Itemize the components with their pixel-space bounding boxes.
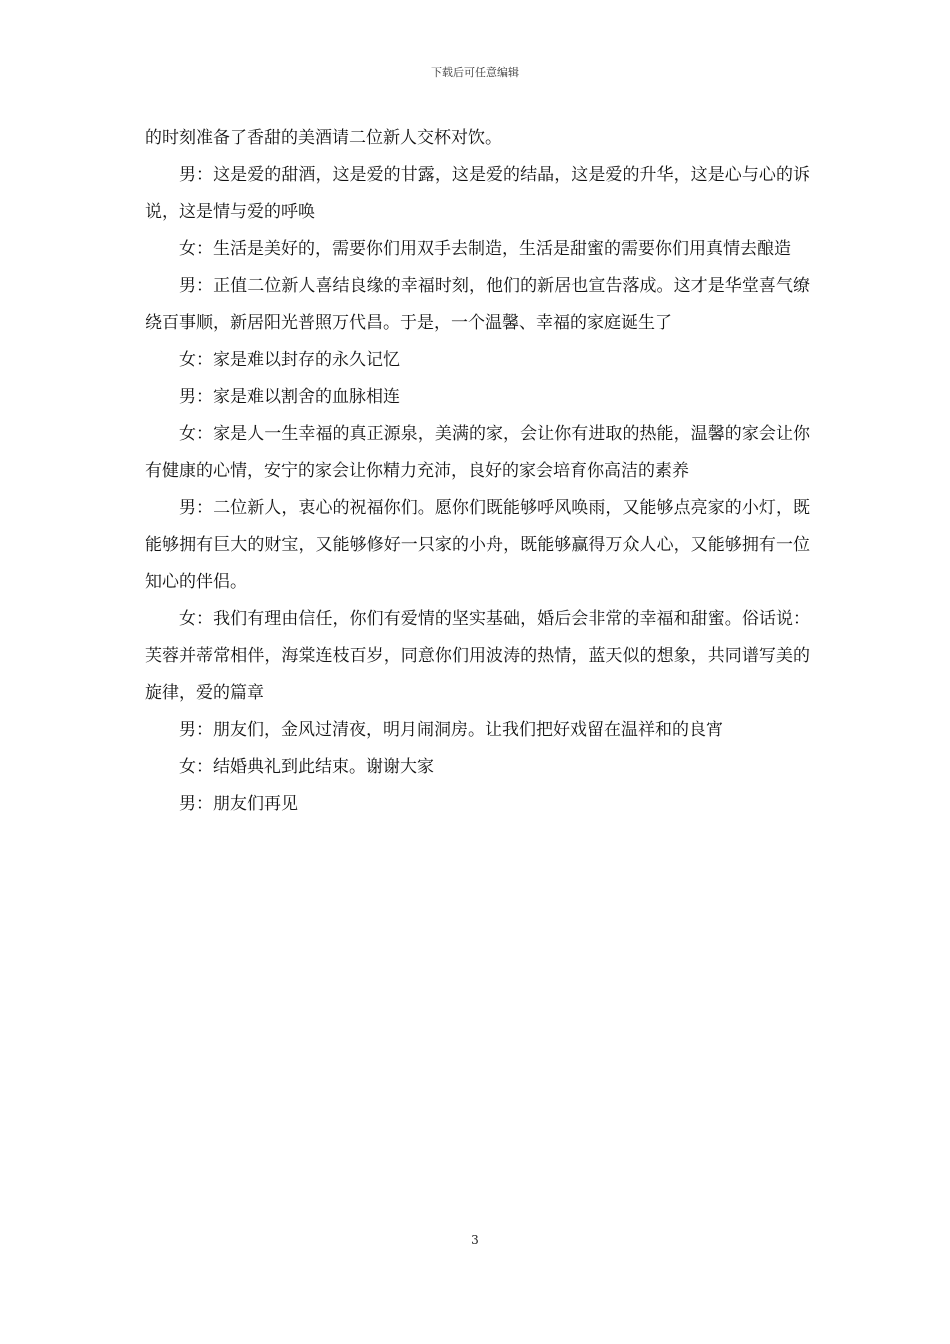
paragraph-2: 男：这是爱的甜酒，这是爱的甘露，这是爱的结晶，这是爱的升华，这是心与心的诉说，这是情与爱的呼唤 — [145, 165, 810, 222]
page-header: 下载后可任意编辑 — [431, 66, 519, 79]
document-body — [145, 120, 810, 823]
paragraph-1: 的时刻准备了香甜的美酒请二位新人交杯对饮。 — [145, 128, 502, 148]
paragraph-4: 男：正值二位新人喜结良缘的幸福时刻，他们的新居也宣告落成。这才是华堂喜气缭绕百事顺，新居阳光普照万代昌。于是，一个温馨、幸福的家庭诞生了 — [145, 276, 810, 333]
paragraph-11: 女：结婚典礼到此结束。谢谢大家 — [179, 757, 434, 777]
page-number: 3 — [471, 1233, 479, 1247]
paragraph-8: 男：二位新人，衷心的祝福你们。愿你们既能够呼风唤雨，又能够点亮家的小灯，既能够拥有巨大的财宝，又能够修好一只家的小舟，既能够赢得万众人心，又能够拥有一位知心的伴侣。 — [145, 498, 810, 592]
paragraph-3: 女：生活是美好的，需要你们用双手去制造，生活是甜蜜的需要你们用真情去酿造 — [179, 239, 791, 259]
paragraph-10: 男：朋友们，金风过清夜，明月闹洞房。让我们把好戏留在温祥和的良宵 — [179, 720, 723, 740]
paragraph-12: 男：朋友们再见 — [179, 794, 298, 814]
paragraph-7: 女：家是人一生幸福的真正源泉，美满的家，会让你有进取的热能，温馨的家会让你有健康的心情，安宁的家会让你精力充沛，良好的家会培育你高洁的素养 — [145, 424, 810, 481]
paragraph-6: 男：家是难以割舍的血脉相连 — [179, 387, 400, 407]
paragraph-5: 女：家是难以封存的永久记忆 — [179, 350, 400, 370]
paragraph-9: 女：我们有理由信任，你们有爱情的坚实基础，婚后会非常的幸福和甜蜜。俗话说：芙蓉并蒂常相伴，海棠连枝百岁，同意你们用波涛的热情，蓝天似的想象，共同谱写美的旋律，爱的篇章 — [145, 609, 810, 703]
